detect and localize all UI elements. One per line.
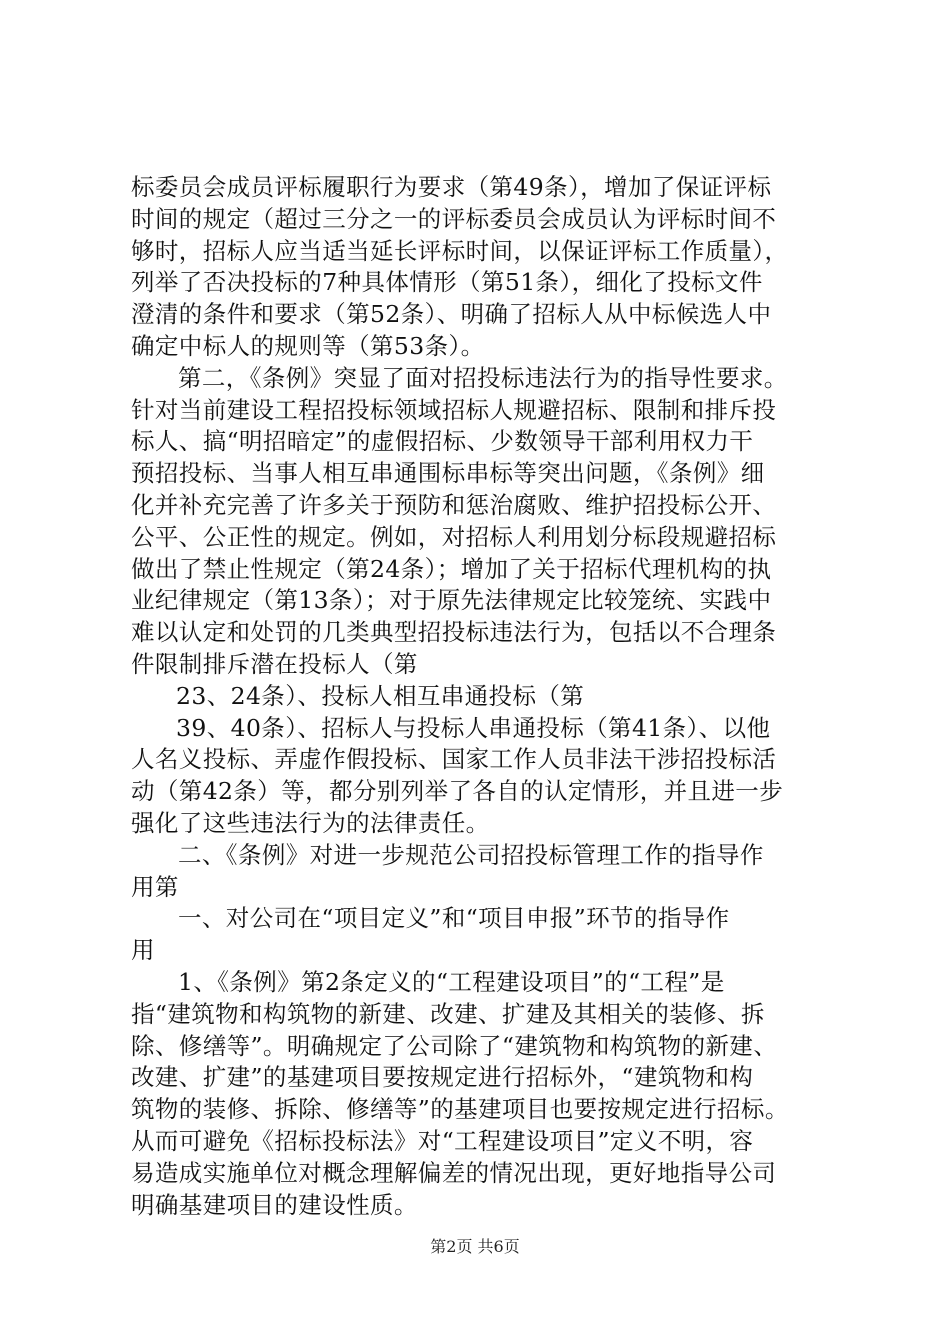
text-line: 明确基建项目的建设性质。 <box>131 1190 418 1219</box>
paragraph-start-line: 第二，《条例》突显了面对招投标违法行为的指导性要求。 <box>178 363 788 392</box>
text-line: 时间的规定（超过三分之一的评标委员会成员认为评标时间不 <box>131 204 777 233</box>
text-line: 确定中标人的规则等（第53条）。 <box>131 331 485 360</box>
document-body <box>131 172 841 1221</box>
text-line: 用 <box>131 936 155 965</box>
paragraph-start-line: 1、《条例》第2条定义的“工程建设项目”的“工程”是 <box>178 967 725 996</box>
text-line: 做出了禁止性规定（第24条）；增加了关于招标代理机构的执 <box>131 554 772 583</box>
section-heading-line: 二、《条例》对进一步规范公司招投标管理工作的指导作 <box>178 840 764 869</box>
text-line: 指“建筑物和构筑物的新建、改建、扩建及其相关的装修、拆 <box>131 999 765 1028</box>
text-line: 标委员会成员评标履职行为要求（第49条），增加了保证评标 <box>131 173 772 201</box>
text-line: 列举了否决投标的7种具体情形（第51条），细化了投标文件 <box>131 268 763 297</box>
text-line: 从而可避免《招标投标法》对“工程建设项目”定义不明，容 <box>131 1126 754 1155</box>
text-line: 筑物的装修、拆除、修缮等”的基建项目也要按规定进行招标。 <box>131 1095 789 1124</box>
text-line: 化并补充完善了许多关于预防和惩治腐败、维护招投标公开、 <box>131 490 777 519</box>
text-line: 业纪律规定（第13条）；对于原先法律规定比较笼统、实践中 <box>131 586 772 615</box>
text-line: 用第 <box>131 872 179 901</box>
text-line: 除、修缮等”。明确规定了公司除了“建筑物和构筑物的新建、 <box>131 1031 778 1060</box>
text-line: 39、40条）、招标人与投标人串通投标（第41条）、以他 <box>176 713 771 742</box>
text-line: 件限制排斥潜在投标人（第 <box>131 649 418 678</box>
text-line: 动（第42条）等，都分别列举了各自的认定情形，并且进一步 <box>131 777 784 806</box>
text-line: 23、24条）、投标人相互串通投标（第 <box>176 681 585 710</box>
subsection-heading-line: 一、对公司在“项目定义”和“项目申报”环节的指导作 <box>178 904 730 933</box>
text-line: 强化了这些违法行为的法律责任。 <box>131 808 490 837</box>
text-line: 改建、扩建”的基建项目要按规定进行招标外，“建筑物和构 <box>131 1063 754 1092</box>
text-line: 针对当前建设工程招投标领域招标人规避招标、限制和排斥投 <box>131 395 777 424</box>
text-line: 够时，招标人应当适当延长评标时间，以保证评标工作质量）， <box>131 236 789 265</box>
text-line: 公平、公正性的规定。例如，对招标人利用划分标段规避招标 <box>131 522 777 551</box>
page-number-footer: 第2页 共6页 <box>430 1237 520 1256</box>
text-line: 易造成实施单位对概念理解偏差的情况出现，更好地指导公司 <box>131 1158 777 1187</box>
text-line: 预招投标、当事人相互串通围标串标等突出问题，《条例》细 <box>131 459 765 488</box>
text-line: 难以认定和处罚的几类典型招投标违法行为，包括以不合理条 <box>131 618 777 647</box>
text-line: 标人、搞“明招暗定”的虚假招标、少数领导干部利用权力干 <box>131 427 754 456</box>
text-line: 澄清的条件和要求（第52条）、明确了招标人从中标候选人中 <box>131 300 772 329</box>
text-line: 人名义投标、弄虚作假投标、国家工作人员非法干涉招投标活 <box>131 745 777 774</box>
